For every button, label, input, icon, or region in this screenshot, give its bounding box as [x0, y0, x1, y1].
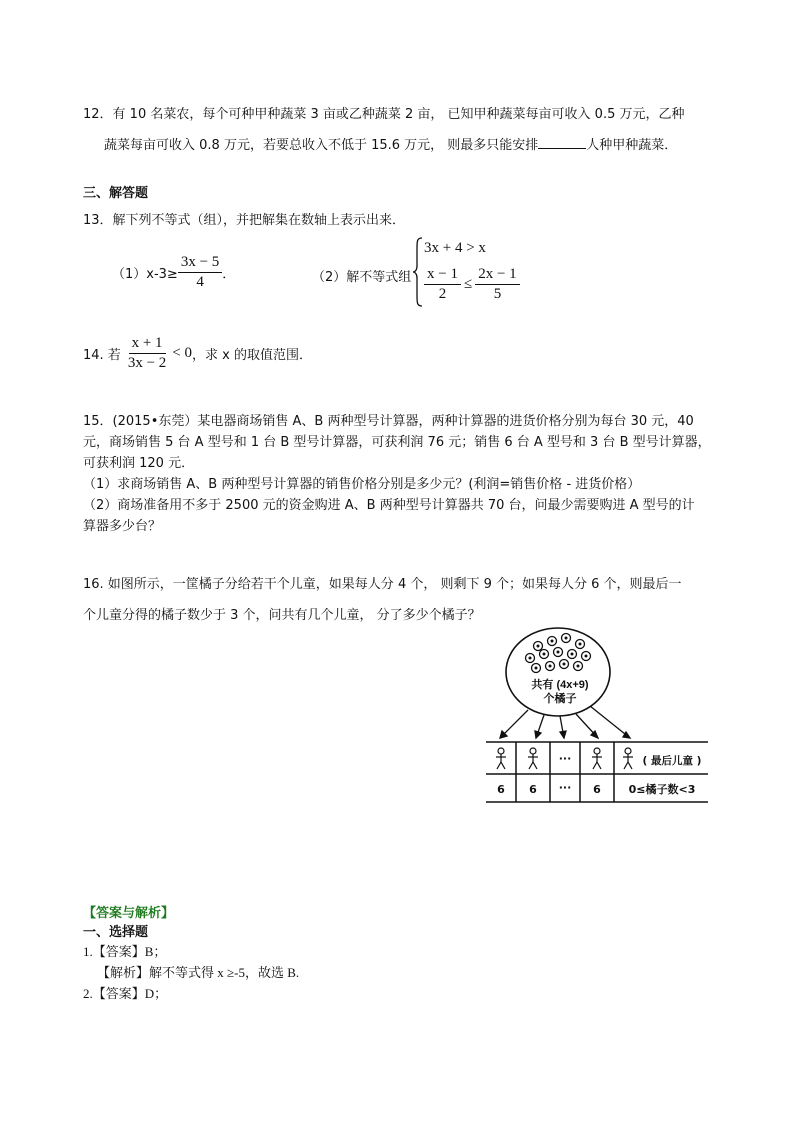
q15-line2: 元，商场销售 5 台 A 型号和 1 台 B 型号计算器，可获利润 76 元；销售 6 台 A 型号和 3 台 B 型号计算器，	[83, 435, 711, 450]
basket-label-line2: 个橘子	[543, 693, 577, 705]
q15-part1: （1）求商场销售 A、B 两种型号计算器的销售价格分别是多少元？(利润=销售价格 - 进货价格）	[83, 477, 641, 492]
fraction-denominator: 3x − 2	[127, 355, 167, 371]
inequality-sign: ≤	[463, 276, 473, 292]
count-cell-2: 6	[529, 783, 537, 796]
q12-line1: 12．有 10 名菜农，每个可种甲种蔬菜 3 亩或乙种蔬菜 2 亩， 已知甲种蔬菜每亩可收入 0.5 万元，乙种	[83, 107, 685, 122]
count-cell-3: ···	[558, 781, 572, 794]
ellipsis-children: ···	[558, 752, 572, 765]
q14-relation: < 0	[172, 345, 192, 361]
q15-part2-line1: （2）商场准备用不多于 2500 元的资金购进 A、B 两种型号计算器共 70 台，问最少需要购进 A 型号的计	[83, 498, 695, 513]
fraction-numerator: x − 1	[424, 265, 461, 285]
answers-section-1: 一、选择题	[83, 925, 149, 940]
system-row-1: 3x + 4 > x	[424, 240, 486, 256]
fraction-denominator: 4	[196, 274, 204, 290]
count-cell-4: 6	[593, 783, 601, 796]
answers-heading: 【答案与解析】	[83, 906, 175, 921]
fraction-numerator: x + 1	[129, 334, 166, 354]
system-row-2	[424, 265, 520, 304]
system-brace	[412, 237, 424, 307]
q13-part1	[112, 253, 235, 292]
q15-part2-line2: 算器多少台？	[83, 519, 162, 534]
q13-part1-fraction	[178, 253, 222, 292]
q16-line1: 16. 如图所示，一筐橘子分给若干个儿童，如果每人分 4 个， 则剩下 9 个；如果每人分 6 个，则最后一	[83, 577, 682, 592]
q14-suffix: ，求 x 的取值范围．	[192, 348, 312, 363]
q13-part1-suffix: ．	[222, 267, 236, 282]
answer-1: 1.【答案】B；	[83, 944, 167, 959]
fraction-denominator: 2	[438, 286, 447, 302]
answer-blank	[538, 136, 586, 149]
q14-prefix: 14. 若	[83, 348, 121, 363]
q12-line2-end: 人种甲种蔬菜．	[586, 138, 678, 153]
q14	[83, 334, 312, 373]
system-fraction-right	[475, 265, 519, 304]
q12-line2-text: 蔬菜每亩可收入 0.8 万元，若要总收入不低于 15.6 万元， 则最多只能安排	[104, 138, 539, 153]
section-heading-3: 三、解答题	[83, 186, 149, 201]
q14-fraction	[125, 334, 169, 373]
system-fraction-left	[424, 265, 461, 304]
count-cell-1: 6	[497, 783, 505, 796]
answer-1-explanation: 【解析】解不等式得 x ≥-5，故选 B.	[97, 965, 300, 980]
basket-label-line1: 共有 (4x+9)	[531, 679, 589, 691]
fraction-numerator: 3x − 5	[178, 253, 222, 273]
last-child-label: ( 最后儿童 )	[642, 755, 702, 767]
answer-2: 2.【答案】D；	[83, 986, 168, 1001]
q15-line3: 可获利润 120 元．	[83, 456, 195, 471]
q13-stem: 13．解下列不等式（组），并把解集在数轴上表示出来．	[83, 213, 406, 228]
q12-line2	[104, 134, 677, 153]
fraction-denominator: 5	[493, 286, 502, 302]
count-cell-last: 0≤橘子数<3	[628, 783, 696, 796]
q16-line2: 个儿童分得的橘子数少于 3 个，问共有几个儿童， 分了多少个橘子？	[83, 608, 481, 623]
q13-part1-prefix: （1）x-3≥	[112, 267, 178, 282]
q13-part2-label: （2）解不等式组	[312, 270, 412, 285]
q15-line1: 15．(2015•东莞）某电器商场销售 A、B 两种型号计算器，两种计算器的进货价格分别为每台 30 元，40	[83, 414, 694, 429]
fraction-numerator: 2x − 1	[475, 265, 519, 285]
orange-distribution-figure	[480, 626, 712, 806]
